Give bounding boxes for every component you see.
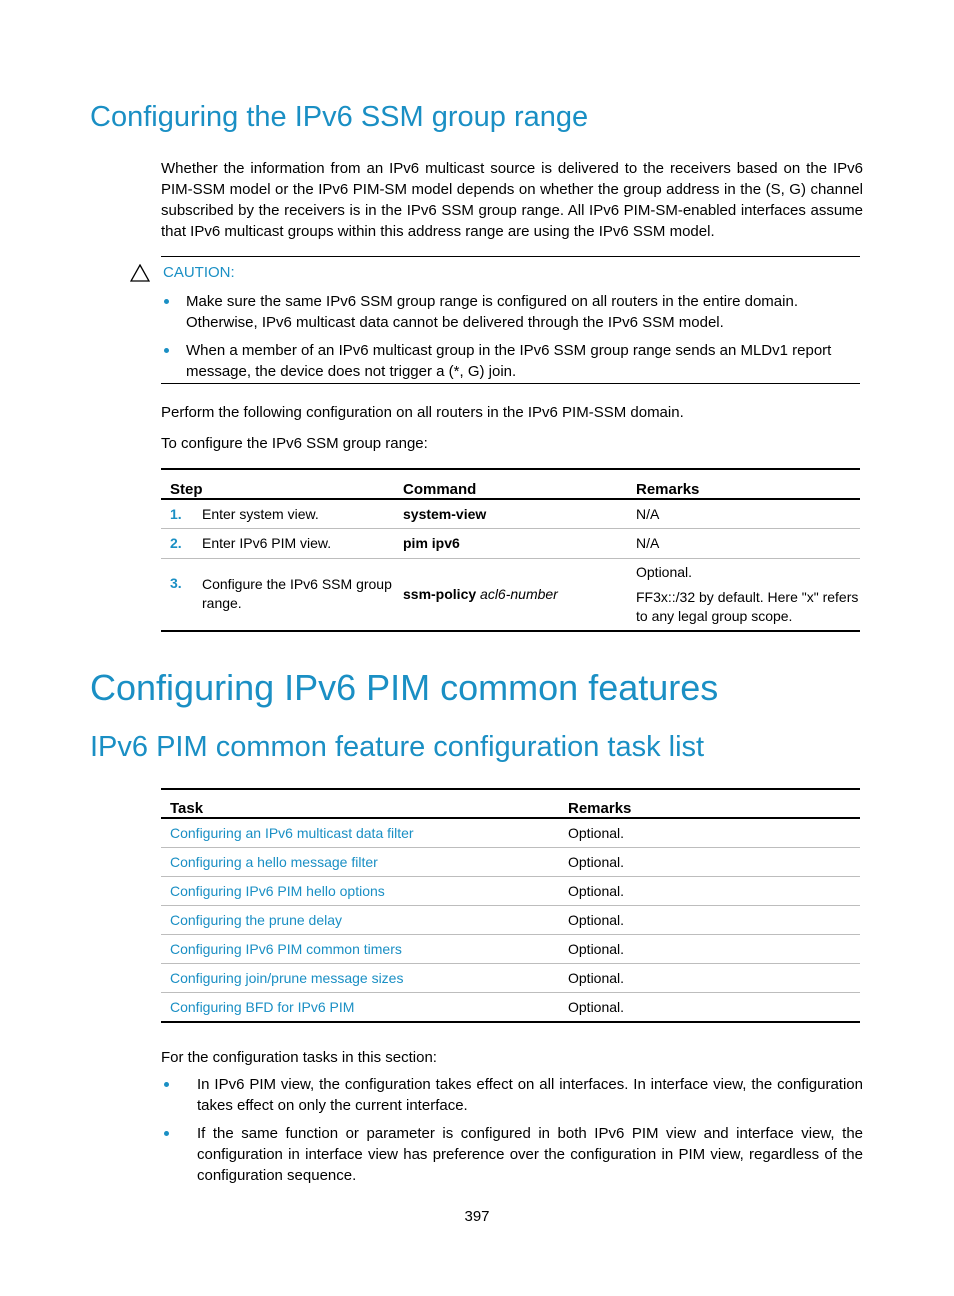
table-row — [161, 877, 860, 906]
table-row — [161, 906, 860, 935]
section-heading-pim-common: Configuring IPv6 PIM common features — [90, 667, 719, 708]
list-item: If the same function or parameter is configured in both IPv6 PIM view and interface view, the configuration in interface view has preference over the configuration in PIM view, regardless of the configuration sequence. — [161, 1123, 863, 1186]
header-remarks: Remarks — [559, 789, 860, 818]
caution-item: When a member of an IPv6 multicast group in the IPv6 SSM group range sends an MLDv1 report message, the device does not trigger a (*, G) join. — [161, 340, 863, 382]
remarks-cell: Optional. — [559, 964, 860, 993]
perform-paragraph: Perform the following configuration on all routers in the IPv6 PIM-SSM domain. — [161, 404, 684, 421]
for-tasks-paragraph: For the configuration tasks in this section: — [161, 1049, 437, 1066]
header-remarks: Remarks — [627, 469, 860, 499]
remarks-cell: Optional. — [559, 848, 860, 877]
remarks-cell: N/A — [627, 528, 860, 558]
remarks-cell: Optional. FF3x::/32 by default. Here "x" refers to any legal group scope. — [636, 563, 859, 624]
step-cell: 3. Configure the IPv6 SSM group range. — [170, 575, 392, 612]
task-link[interactable]: Configuring an IPv6 multicast data filter — [170, 825, 414, 841]
task-list-table — [161, 788, 860, 1023]
notes-list — [161, 1074, 863, 1186]
caution-item: Make sure the same IPv6 SSM group range is configured on all routers in the entire domain. Otherwise, IPv6 multicast data cannot be delivered through the IPv6 SSM model. — [161, 291, 863, 333]
table-row — [161, 848, 860, 877]
remarks-cell: Optional. — [559, 906, 860, 935]
task-link[interactable]: Configuring IPv6 PIM hello options — [170, 883, 385, 899]
bullet-icon — [164, 1131, 169, 1136]
bullet-icon — [164, 299, 169, 304]
remarks-cell: Optional. — [559, 877, 860, 906]
task-link[interactable]: Configuring a hello message filter — [170, 854, 378, 870]
remarks-cell: Optional. — [559, 935, 860, 964]
section-heading-ssm-group-range: Configuring the IPv6 SSM group range — [90, 101, 589, 133]
subheading-task-list: IPv6 PIM common feature configuration task list — [90, 731, 705, 763]
task-link[interactable]: Configuring IPv6 PIM common timers — [170, 941, 402, 957]
step-cell: 1. Enter system view. — [161, 499, 394, 528]
table-row — [161, 499, 860, 528]
remarks-cell: Optional. — [559, 818, 860, 848]
table-row — [161, 818, 860, 848]
ssm-config-table — [161, 468, 860, 632]
configure-intro: To configure the IPv6 SSM group range: — [161, 435, 428, 452]
table-header-row — [161, 469, 860, 499]
command-cell: system-view — [394, 499, 627, 528]
table-row — [161, 528, 860, 558]
table-row — [161, 993, 860, 1023]
page-number: 397 — [464, 1208, 490, 1225]
intro-paragraph: Whether the information from an IPv6 multicast source is delivered to the receivers based on the IPv6 PIM-SSM model or the IPv6 PIM-SM model depends on whether the group address in the (S, G) channel subscribed by the receivers is in the IPv6 SSM group range. All IPv6 PIM-SM-enabled interfaces assume that IPv6 multicast groups within this address range are using the IPv6 SSM model. — [161, 160, 863, 240]
step-cell: 2. Enter IPv6 PIM view. — [161, 528, 394, 558]
task-link[interactable]: Configuring BFD for IPv6 PIM — [170, 999, 355, 1015]
bullet-icon — [164, 1082, 169, 1087]
task-link[interactable]: Configuring join/prune message sizes — [170, 970, 404, 986]
table-row — [161, 964, 860, 993]
command-cell: pim ipv6 — [394, 528, 627, 558]
caution-label: CAUTION: — [163, 264, 235, 281]
header-task: Task — [161, 789, 559, 818]
table-row — [161, 935, 860, 964]
remarks-cell: Optional. — [568, 999, 625, 1015]
table-header-row — [161, 789, 860, 818]
caution-list — [161, 291, 863, 382]
header-command: Command — [394, 469, 627, 499]
warning-triangle-icon — [130, 264, 150, 282]
task-link[interactable]: Configuring the prune delay — [170, 912, 343, 928]
command-cell: ssm-policy acl6-number — [403, 586, 558, 603]
remarks-cell: N/A — [627, 499, 860, 528]
bullet-icon — [164, 348, 169, 353]
list-item: In IPv6 PIM view, the configuration takes effect on all interfaces. In interface view, the configuration takes effect on only the current interface. — [161, 1074, 863, 1116]
header-step: Step — [161, 469, 394, 499]
table-row — [161, 558, 860, 631]
